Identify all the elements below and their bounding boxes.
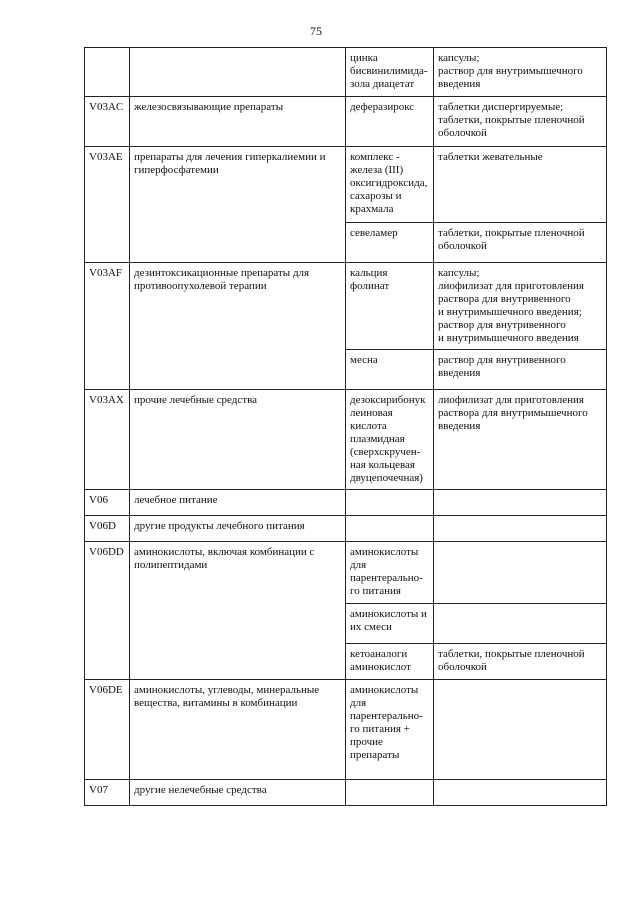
drug-name-cell: севеламер (346, 223, 434, 263)
dosage-form-cell (434, 490, 607, 516)
drug-name-cell (346, 490, 434, 516)
table-row (85, 542, 607, 604)
atc-code-cell: V06DD (85, 542, 130, 680)
table-row (85, 780, 607, 806)
group-name-cell (130, 48, 346, 97)
dosage-form-cell: таблетки, покрытые пленочной оболочкой (434, 223, 607, 263)
drug-name-cell: месна (346, 350, 434, 390)
group-name-cell: аминокислоты, углеводы, минеральные вещества, витамины в комбинации (130, 680, 346, 780)
table-row (85, 97, 607, 147)
table-body (85, 48, 607, 806)
drug-name-cell (346, 516, 434, 542)
dosage-form-cell: таблетки жевательные (434, 147, 607, 223)
drug-classification-table (84, 47, 607, 806)
dosage-form-cell (434, 680, 607, 780)
dosage-form-cell: раствор для внутривенного введения (434, 350, 607, 390)
drug-name-cell: кетоаналоги аминокислот (346, 644, 434, 680)
atc-code-cell: V07 (85, 780, 130, 806)
dosage-form-cell: лиофилизат для приготовления раствора для внутримышечного введения (434, 390, 607, 490)
dosage-form-cell: таблетки диспергируемые; таблетки, покрытые пленочной оболочкой (434, 97, 607, 147)
atc-code-cell: V03AX (85, 390, 130, 490)
table-row (85, 680, 607, 780)
dosage-form-cell (434, 604, 607, 644)
page-number: 75 (310, 24, 322, 38)
drug-name-cell: комплекс - железа (III) оксигидроксида, сахарозы и крахмала (346, 147, 434, 223)
drug-name-cell: аминокислоты и их смеси (346, 604, 434, 644)
table-row (85, 516, 607, 542)
dosage-form-cell (434, 516, 607, 542)
dosage-form-cell: капсулы; лиофилизат для приготовления раствора для внутривенного и внутримышечного введения; раствор для внутривенного и внутримышечного введения (434, 263, 607, 350)
drug-name-cell: аминокислоты для парентерально- го питания + прочие препараты (346, 680, 434, 780)
drug-name-cell: деферазирокс (346, 97, 434, 147)
table-row (85, 147, 607, 223)
drug-name-cell: дезоксирибонук леиновая кислота плазмидная (сверхскручен- ная кольцевая двуцепочечная) (346, 390, 434, 490)
group-name-cell: препараты для лечения гиперкалиемии и гиперфосфатемии (130, 147, 346, 263)
group-name-cell: другие продукты лечебного питания (130, 516, 346, 542)
group-name-cell: другие нелечебные средства (130, 780, 346, 806)
table-row (85, 490, 607, 516)
dosage-form-cell (434, 780, 607, 806)
dosage-form-cell: таблетки, покрытые пленочной оболочкой (434, 644, 607, 680)
group-name-cell: аминокислоты, включая комбинации с полипептидами (130, 542, 346, 680)
table-row (85, 48, 607, 97)
group-name-cell: лечебное питание (130, 490, 346, 516)
drug-name-cell: кальция фолинат (346, 263, 434, 350)
table-row (85, 390, 607, 490)
group-name-cell: прочие лечебные средства (130, 390, 346, 490)
drug-name-cell: аминокислоты для парентерально- го питания (346, 542, 434, 604)
group-name-cell: дезинтоксикационные препараты для противоопухолевой терапии (130, 263, 346, 390)
drug-name-cell: цинка бисвинилимида- зола диацетат (346, 48, 434, 97)
atc-code-cell: V06 (85, 490, 130, 516)
dosage-form-cell: капсулы; раствор для внутримышечного введения (434, 48, 607, 97)
table-row (85, 263, 607, 350)
atc-code-cell (85, 48, 130, 97)
atc-code-cell: V03AE (85, 147, 130, 263)
atc-code-cell: V06D (85, 516, 130, 542)
group-name-cell: железосвязывающие препараты (130, 97, 346, 147)
atc-code-cell: V03AC (85, 97, 130, 147)
dosage-form-cell (434, 542, 607, 604)
atc-code-cell: V06DE (85, 680, 130, 780)
atc-code-cell: V03AF (85, 263, 130, 390)
drug-name-cell (346, 780, 434, 806)
